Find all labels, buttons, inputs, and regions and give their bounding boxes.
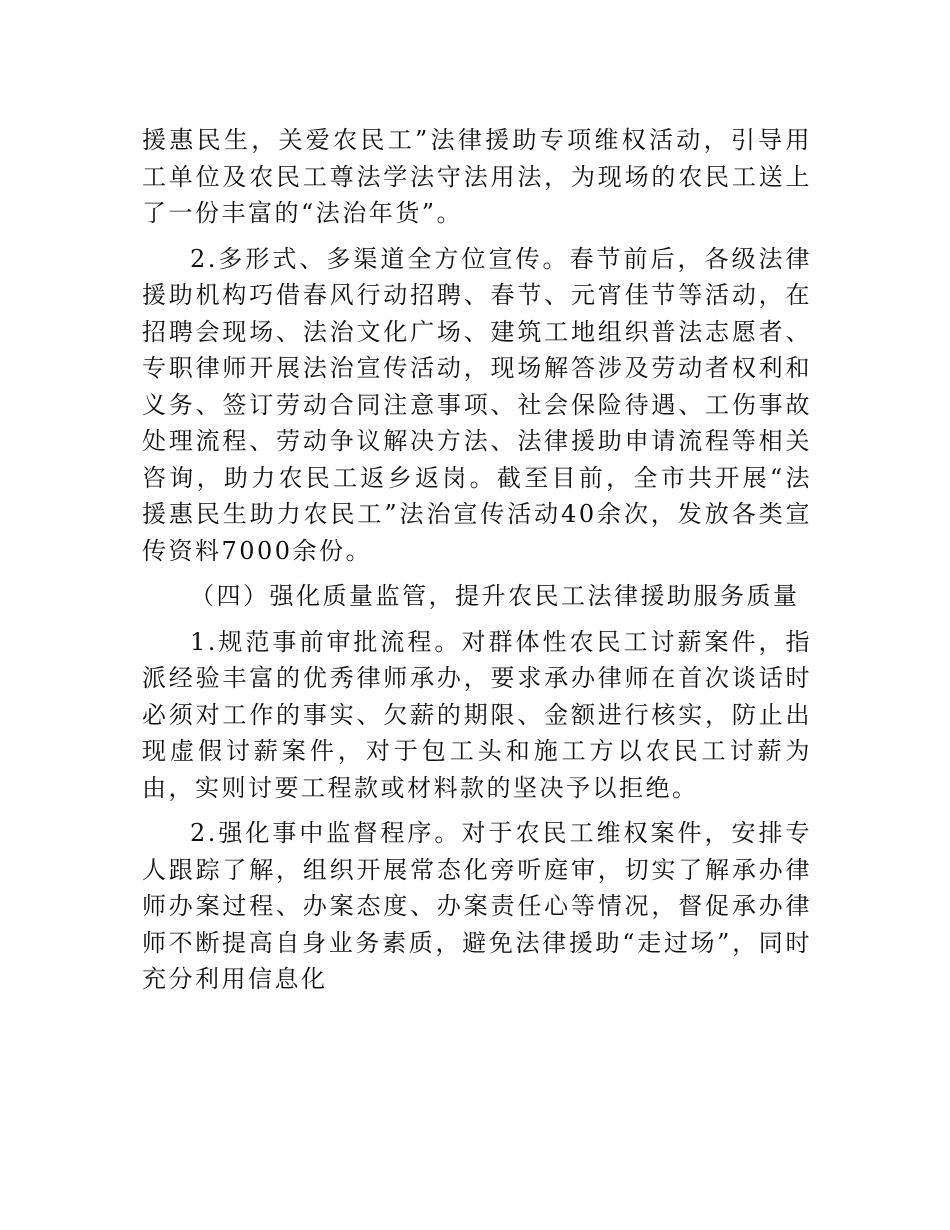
paragraph-publicity: 2.多形式、多渠道全方位宣传。春节前后，各级法律援助机构巧借春风行动招聘、春节、元宵佳节等活动，在招聘会现场、法治文化广场、建筑工地组织普法志愿者、专职律师开展法治宣传活动，现场解答涉及劳动者权利和义务、签订劳动合同注意事项、社会保险待遇、工伤事故处理流程、劳动争议解决方法、法律援助申请流程等相关咨询，助力农民工返乡返岗。截至目前，全市共开展“法援惠民生助力农民工”法治宣传活动40余次，发放各类宣传资料7000余份。: [142, 244, 812, 565]
paragraph-continuation: 援惠民生，关爱农民工”法律援助专项维权活动，引导用工单位及农民工尊法学法守法用法，为现场的农民工送上了一份丰富的“法治年货”。: [142, 126, 812, 227]
paragraph-pre-approval: 1.规范事前审批流程。对群体性农民工讨薪案件，指派经验丰富的优秀律师承办，要求承办律师在首次谈话时必须对工作的事实、欠薪的期限、金额进行核实，防止出现虚假讨薪案件，对于包工头和施工方以农民工讨薪为由，实则讨要工程款或材料款的坚决予以拒绝。: [142, 627, 812, 802]
paragraph-supervision: 2.强化事中监督程序。对于农民工维权案件，安排专人跟踪了解，组织开展常态化旁听庭审，切实了解承办律师办案过程、办案态度、办案责任心等情况，督促承办律师不断提高自身业务素质，避免法律援助“走过场”，同时充分利用信息化: [142, 819, 812, 993]
section-heading: （四）强化质量监管，提升农民工法律援助服务质量: [190, 582, 800, 610]
document-body: [142, 122, 812, 998]
